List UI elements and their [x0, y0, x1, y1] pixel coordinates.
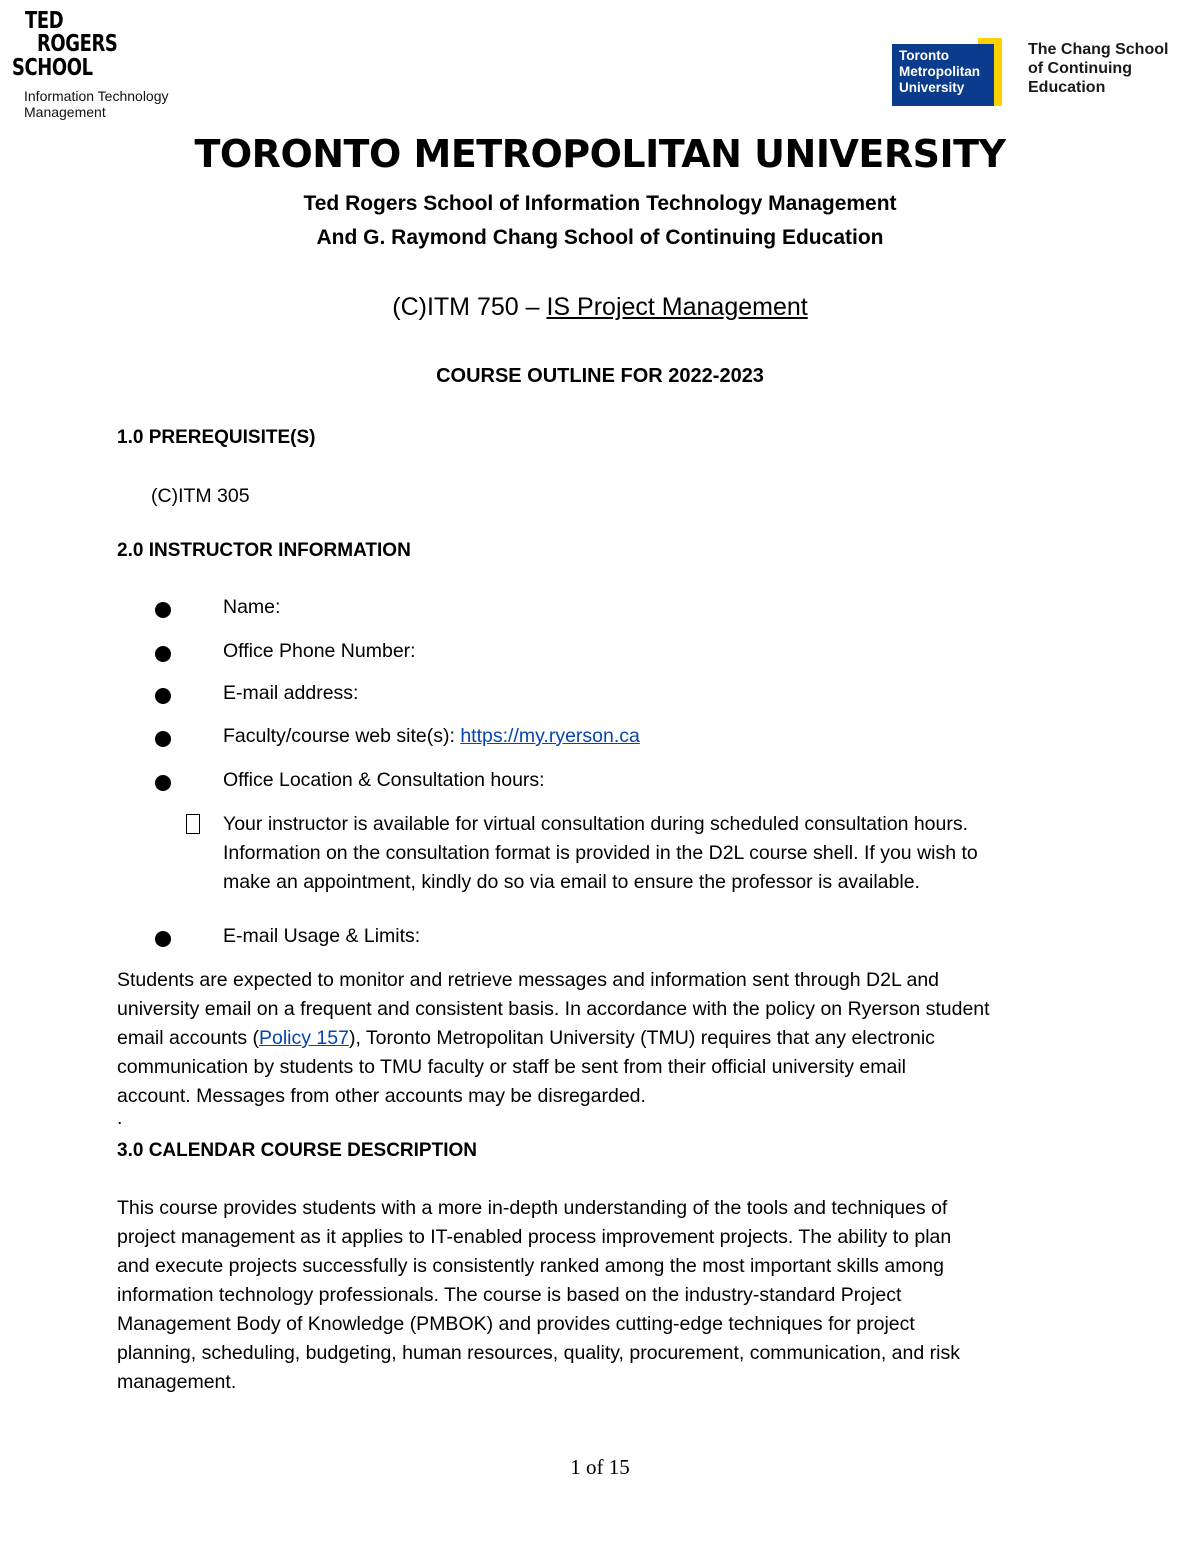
chang-school-logo: [1028, 40, 1168, 97]
prerequisite-value: (C)ITM 305: [151, 485, 250, 507]
logo-text-ted: TED: [25, 8, 64, 34]
paragraph-line: project management as it applies to IT-enabled process improvement projects. The ability to plan: [117, 1226, 952, 1248]
school-subtitle-1: Ted Rogers School of Information Technology Management: [303, 192, 897, 215]
policy-text-post: ), Toronto Metropolitan University (TMU) requires that any electronic: [348, 1027, 935, 1049]
course-description-paragraph: [117, 1194, 1097, 1397]
paragraph-line: This course provides students with a more in-depth understanding of the tools and techniques of: [117, 1197, 948, 1219]
logo-text-school: SCHOOL: [12, 55, 93, 81]
tmu-logo-accent: [994, 38, 1002, 106]
logo-subtext-2: Management: [24, 104, 106, 120]
course-description-heading: 3.0 CALENDAR COURSE DESCRIPTION: [117, 1140, 477, 1161]
consultation-line: make an appointment, kindly do so via email to ensure the professor is available.: [223, 871, 920, 893]
course-prefix: (C)ITM 750 –: [392, 293, 547, 321]
chang-logo-line-2: of Continuing: [1028, 60, 1132, 77]
ted-rogers-school-logo: [10, 8, 210, 118]
website-link[interactable]: https://my.ryerson.ca: [460, 725, 640, 747]
course-name: IS Project Management: [546, 293, 808, 321]
paragraph-line: Students are expected to monitor and retrieve messages and information sent through D2L and: [117, 969, 940, 991]
tmu-logo-text: [899, 48, 980, 96]
bullet-dot: [155, 731, 171, 747]
website-label: Faculty/course web site(s):: [223, 725, 461, 747]
chang-logo-line-1: The Chang School: [1028, 41, 1169, 58]
paragraph-line: university email on a frequent and consistent basis. In accordance with the policy on Ryerson student: [117, 998, 990, 1020]
tmu-logo: [892, 38, 1008, 106]
office-location-label: Office Location & Consultation hours:: [223, 769, 545, 791]
bullet-dot: [155, 775, 171, 791]
paragraph-line: management.: [117, 1371, 237, 1393]
email-policy-paragraph: [117, 966, 1097, 1111]
bullet-dot: [155, 646, 171, 662]
email-address-label: E-mail address:: [223, 682, 359, 704]
page-number: 1 of 15: [570, 1455, 630, 1479]
paragraph-line: [117, 1024, 1097, 1053]
bullet-dot: [155, 688, 171, 704]
tmu-logo-accent-top: [978, 38, 1002, 44]
paragraph-line: information technology professionals. The course is based on the industry-standard Project: [117, 1284, 902, 1306]
website-item: [223, 725, 640, 748]
email-usage-label: E-mail Usage & Limits:: [223, 925, 421, 947]
instructor-name-label: Name:: [223, 596, 281, 618]
bullet-dot: [155, 602, 171, 618]
stray-dot: .: [117, 1107, 123, 1129]
consultation-line: Your instructor is available for virtual consultation during scheduled consultation hours.: [223, 813, 969, 835]
tmu-logo-line-3: University: [899, 80, 965, 95]
tmu-logo-line-1: Toronto: [899, 48, 949, 63]
paragraph-line: account. Messages from other accounts may be disregarded.: [117, 1085, 646, 1107]
paragraph-line: and execute projects successfully is consistently ranked among the most important skills among: [117, 1255, 944, 1277]
logo-text-rogers: ROGERS: [37, 31, 118, 57]
bullet-dot: [155, 931, 171, 947]
instructor-heading: 2.0 INSTRUCTOR INFORMATION: [117, 540, 411, 561]
chang-logo-line-3: Education: [1028, 79, 1106, 96]
course-outline-heading: COURSE OUTLINE FOR 2022-2023: [436, 365, 764, 387]
paragraph-line: communication by students to TMU faculty or staff be sent from their official university email: [117, 1056, 906, 1078]
tmu-logo-line-2: Metropolitan: [899, 64, 980, 79]
school-subtitle-2: And G. Raymond Chang School of Continuing Education: [316, 226, 884, 249]
university-title: TORONTO METROPOLITAN UNIVERSITY: [194, 132, 1006, 176]
paragraph-line: planning, scheduling, budgeting, human resources, quality, procurement, communication, and risk: [117, 1342, 960, 1364]
office-phone-label: Office Phone Number:: [223, 640, 416, 662]
policy-157-link[interactable]: Policy 157: [258, 1027, 349, 1049]
prerequisites-heading: 1.0 PREREQUISITE(S): [117, 427, 316, 448]
policy-text-pre: email accounts (: [117, 1027, 259, 1049]
course-title: [0, 293, 1200, 322]
paragraph-line: Management Body of Knowledge (PMBOK) and provides cutting-edge techniques for project: [117, 1313, 915, 1335]
checkbox-glyph-icon: [186, 814, 200, 834]
consultation-line: Information on the consultation format is provided in the D2L course shell. If you wish to: [223, 842, 978, 864]
logo-subtext-1: Information Technology: [24, 88, 169, 104]
consultation-text: [223, 810, 1103, 897]
